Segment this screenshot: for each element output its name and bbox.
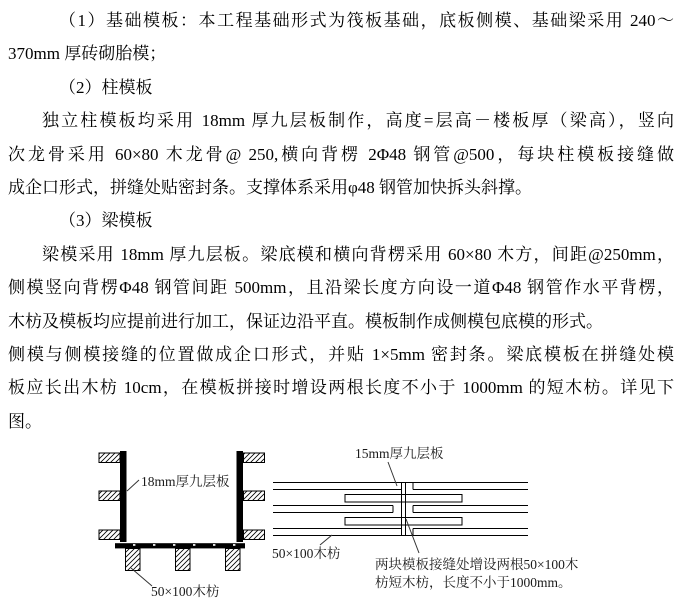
batten-left-top: [99, 453, 120, 463]
label-15mm-plywood: 15mm厚九层板: [355, 446, 444, 461]
doc-line-2: 370mm 厚砖砌胎模；: [8, 44, 167, 64]
leader-line: [127, 480, 139, 491]
doc-line-12: 板应长出木枋 10cm，在模板拼接时增设两根长度不小于 1000mm 的短木枋。详见下: [8, 378, 674, 398]
bottom-plywood: [115, 543, 245, 548]
doc-line-5: 次龙骨采用 60×80 木龙骨@ 250,横向背楞 2Φ48 钢管@500，每块柱模板接缝做: [8, 144, 674, 164]
leader-line: [320, 535, 332, 545]
leader-line: [131, 568, 152, 586]
doc-line-6: 成企口形式，拼缝处贴密封条。支撑体系采用φ48 钢管加快拆头斜撑。: [8, 177, 533, 197]
bottom-batten-2: [176, 549, 191, 571]
doc-line-7: （3）梁模板: [59, 211, 153, 231]
doc-line-9: 侧模竖向背楞Φ48 钢管间距 500mm，且沿梁长度方向设一道Φ48 钢管作水平背楞，: [8, 278, 674, 298]
bottom-batten-1: [126, 549, 141, 571]
joint-note-line2: 枋短木枋，长度不小于1000mm。: [375, 575, 572, 590]
batten-right-bot: [244, 530, 265, 540]
short-batten-1: [345, 495, 462, 503]
doc-line-11: 侧模与侧模接缝的位置做成企口形式，并贴 1×5mm 密封条。梁底模板在拼缝处模: [8, 344, 674, 364]
formwork-figure: [0, 438, 682, 604]
doc-line-10: 木枋及模板均应提前进行加工，保证边沿平直。模板制作成侧模包底模的形式。: [8, 311, 603, 331]
label-50x100-batten-left: 50×100木枋: [151, 584, 220, 599]
label-18mm-plywood: 18mm厚九层板: [141, 474, 230, 489]
joint-note-line1: 两块模板接缝处增设两根50×100木: [375, 557, 579, 572]
doc-line-3: （2）柱模板: [59, 77, 153, 97]
doc-line-4: 独立柱模板均采用 18mm 厚九层板制作，高度=层高－楼板厚（梁高），竖向: [42, 111, 674, 131]
bottom-batten-3: [226, 549, 241, 571]
side-plywood-left: [120, 451, 127, 542]
label-50x100-batten-right: 50×100木枋: [272, 546, 341, 561]
doc-line-1: （1）基础模板：本工程基础形式为筏板基础，底板侧模、基础梁采用 240～: [59, 11, 674, 30]
batten-right-top: [244, 453, 265, 463]
side-plywood-right: [237, 451, 244, 542]
doc-line-8: 梁模采用 18mm 厚九层板。梁底模和横向背楞采用 60×80 木方，间距@250mm，: [42, 244, 674, 264]
short-batten-2: [345, 518, 462, 526]
batten-right-mid: [244, 491, 265, 501]
panel-joint-plan: [273, 462, 528, 553]
beam-formwork-cross-section: [99, 451, 265, 599]
batten-left-bot: [99, 530, 120, 540]
batten-left-mid: [99, 491, 120, 501]
doc-line-13: 图。: [8, 411, 42, 431]
